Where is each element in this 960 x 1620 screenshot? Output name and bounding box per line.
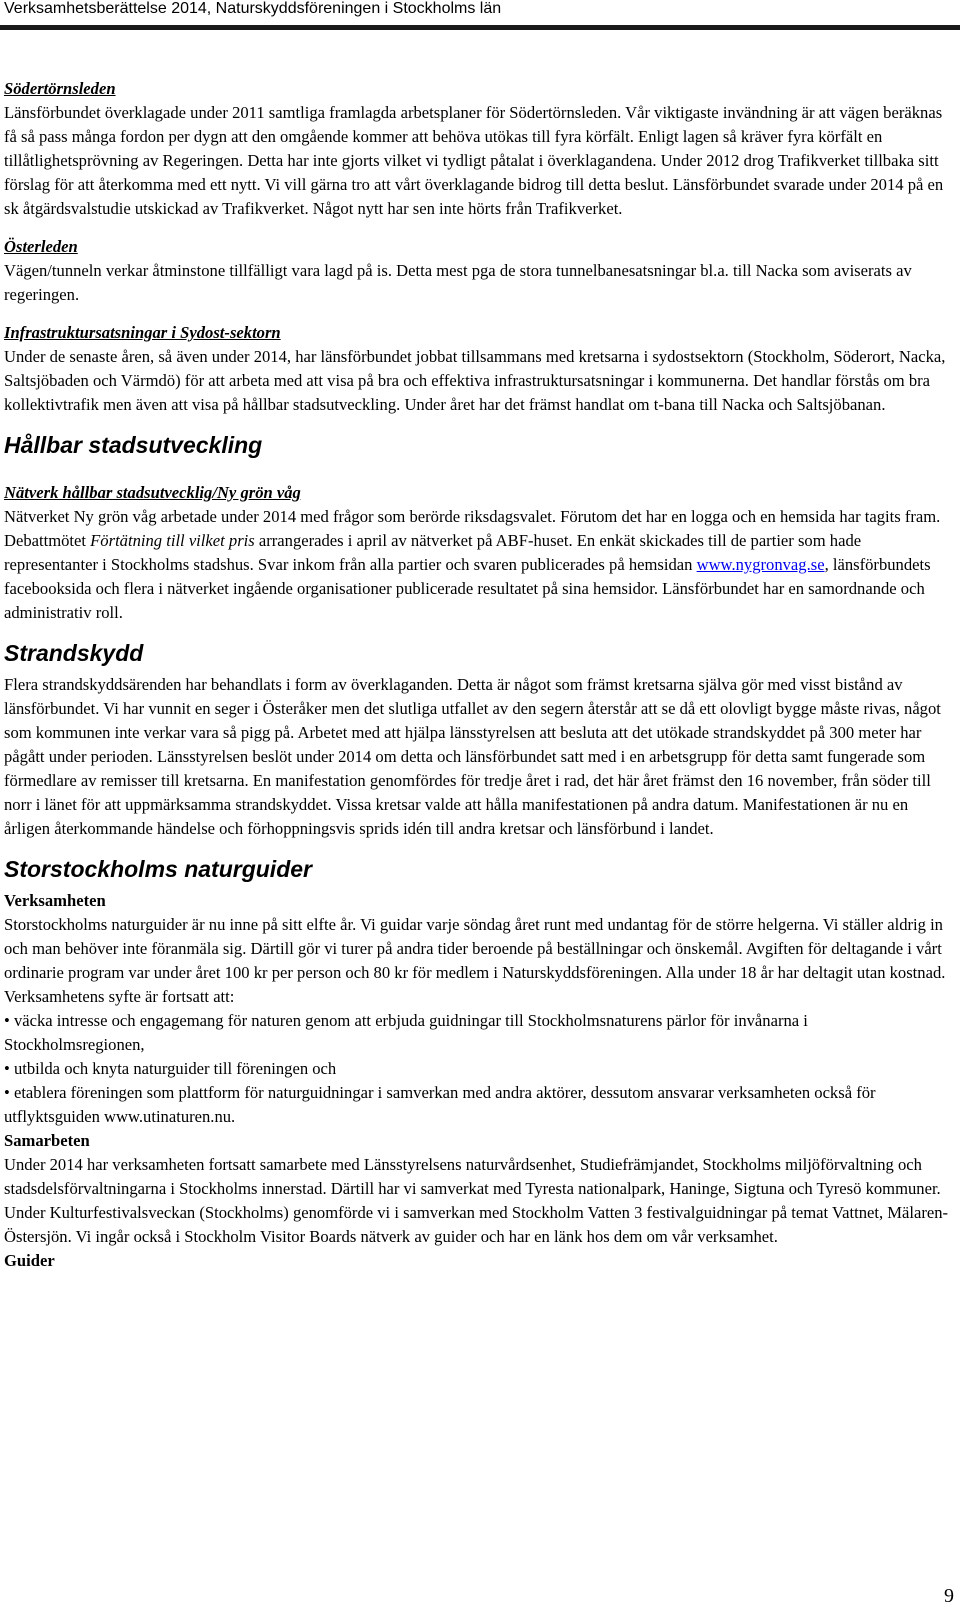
sodertornsleden-body: Länsförbundet överklagade under 2011 samtliga framlagda arbetsplaner för Södertörnsleden. Vår viktigaste invändning är att vägen beräknas få så pass många fordon per dygn att den omgående kommer att behöva utökas till fyra körfält. Enligt lagen så kräver fyra körfält en tillåtlighetsprövning av Regeringen. Detta har inte gjorts vilket vi tydligt påtalat i överklagandena. Under 2012 drog Trafikverket tillbaka sitt förslag för att återkomma med ett nytt. Vi vill gärna tro att vårt överklagande bidrog till detta beslut. Länsförbundet svarade under 2014 på en sk åtgärdsvalstudie utskickad av Trafikverket. Något nytt har sen inte hörts från Trafikverket. (4, 103, 944, 218)
osterleden-title: Österleden (4, 237, 78, 256)
syfte-intro: Verksamhetens syfte är fortsatt att: (4, 987, 235, 1006)
heading-strandskydd: Strandskydd (4, 640, 144, 666)
samarbeten-label: Samarbeten (4, 1131, 90, 1150)
infrastruktur-title: Infrastruktursatsningar i Sydost-sektorn (4, 323, 281, 342)
bullet-item: • väcka intresse och engagemang för naturen genom att erbjuda guidningar till Stockholmsnaturens pärlor för invånarna i Stockholmsregionen, (4, 1011, 808, 1054)
ny-gron-vag-title: Nätverk hållbar stadsutvecklig/Ny grön våg (4, 483, 301, 502)
section-osterleden (4, 235, 952, 307)
heading-hallbar-stadsutveckling: Hållbar stadsutveckling (4, 432, 263, 458)
ny-gron-vag-text-1: Nätverket Ny grön våg arbetade under 2014 med frågor som berörde riksdagsvalet. Förutom det har en logga och en hemsida har tagits fram. Debattmötet (4, 507, 941, 550)
debattmote-title: Förtätning till vilket pris (90, 531, 255, 550)
bullet-item: • utbilda och knyta naturguider till föreningen och (4, 1059, 337, 1078)
section-ny-gron-vag (4, 481, 952, 625)
bullet-item: • etablera föreningen som plattform för naturguidningar i samverkan med andra aktörer, dessutom ansvarar verksamheten också för utflyktsguiden www.utinaturen.nu. (4, 1083, 876, 1126)
section-infrastruktur (4, 321, 952, 417)
section-sodertornsleden (4, 77, 952, 221)
page-content (4, 77, 952, 1273)
ny-gron-vag-body (4, 505, 952, 625)
guider-label: Guider (4, 1251, 55, 1270)
nygronvag-link[interactable]: www.nygronvag.se (696, 555, 825, 574)
strandskydd-body: Flera strandskyddsärenden har behandlats i form av överklaganden. Detta är något som främst kretsarna själva gör med visst bistånd av länsförbundet. Vi har vunnit en seger i Österåker men det slutliga utfallet av den segern återstår att se då ett olovligt bygge måste rivas, något som kommunen inte verkar vara så pigg på. Arbetet med att hjälpa länsstyrelsen att besluta att det utökade strandskyddet på 300 meter har pågått under perioden. Länsstyrelsen beslöt under 2014 om detta och länsförbundet satt med i en arbetsgrupp för detta samt fungerade som förmedlare av remisser till kretsarna. En manifestation genomfördes för tredje året i rad, det här året främst den 16 november, från söder till norr i länet för att uppmärksamma strandskyddet. Vissa kretsar valde att hålla manifestationen på andra datum. Manifestationen är nu en årligen återkommande händelse och förhoppningsvis sprids idén till andra kretsar och länsförbund i landet. (4, 675, 941, 838)
section-strandskydd (4, 673, 952, 841)
ny-gron-vag-text-3: , länsförbundets facebooksida och flera i nätverket ingående organisationer publicerade resultatet på sina hemsidor. Länsförbundet har en samordnande och administrativ roll. (4, 555, 931, 622)
verksamheten-body: Storstockholms naturguider är nu inne på sitt elfte år. Vi guidar varje söndag året runt med undantag för de större helgerna. Vi ställer aldrig in och man behöver inte föranmäla sig. Därtill gör vi turer på andra tider beroende på beställningar och önskemål. Avgiften för deltagande i vårt ordinarie program var under året 100 kr per person och 80 kr för medlem i Naturskyddsföreningen. Alla under 18 år har deltagit utan kostnad. (4, 915, 946, 982)
osterleden-body: Vägen/tunneln verkar åtminstone tillfälligt vara lagd på is. Detta mest pga de stora tunnelbanesatsningar bl.a. till Nacka som aviserats av regeringen. (4, 261, 912, 304)
verksamheten-label: Verksamheten (4, 891, 106, 910)
heading-naturguider: Storstockholms naturguider (4, 856, 312, 882)
header-rule (0, 25, 960, 30)
section-naturguider (4, 889, 952, 1273)
samarbeten-body: Under 2014 har verksamheten fortsatt samarbete med Länsstyrelsens naturvårdsenhet, Studiefrämjandet, Stockholms miljöförvaltning och stadsdelsförvaltningarna i Stockholms innerstad. Därtill har vi samverkat med Tyresta nationalpark, Haninge, Sigtuna och Tyresö kommuner. Under Kulturfestivalsveckan (Stockholms) genomförde vi i samverkan med Stockholm Vatten 3 festivalguidningar på temat Vattnet, Mälaren-Östersjön. Vi ingår också i Stockholm Visitor Boards nätverk av guider och har en länk hos dem om vår verksamhet. (4, 1155, 949, 1246)
infrastruktur-body: Under de senaste åren, så även under 2014, har länsförbundet jobbat tillsammans med kretsarna i sydostsektorn (Stockholm, Söderort, Nacka, Saltsjöbaden och Värmdö) för att arbeta med att visa på bra och effektiva infrastruktursatsningar i kommunerna. Det handlar förstås om bra kollektivtrafik men även att visa på hållbar stadsutveckling. Under året har det främst handlat om t-bana till Nacka och Saltsjöbanan. (4, 347, 946, 414)
ny-gron-vag-text-2: arrangerades i april av nätverket på ABF-huset. En enkät skickades till de partier som hade representanter i Stockholms stadshus. Svar inkom från alla partier och svaren publicerades på hemsidan (4, 531, 862, 574)
page-number: 9 (944, 1585, 954, 1607)
sodertornsleden-title: Södertörnsleden (4, 79, 116, 98)
running-header: Verksamhetsberättelse 2014, Naturskyddsföreningen i Stockholms län (4, 0, 502, 17)
